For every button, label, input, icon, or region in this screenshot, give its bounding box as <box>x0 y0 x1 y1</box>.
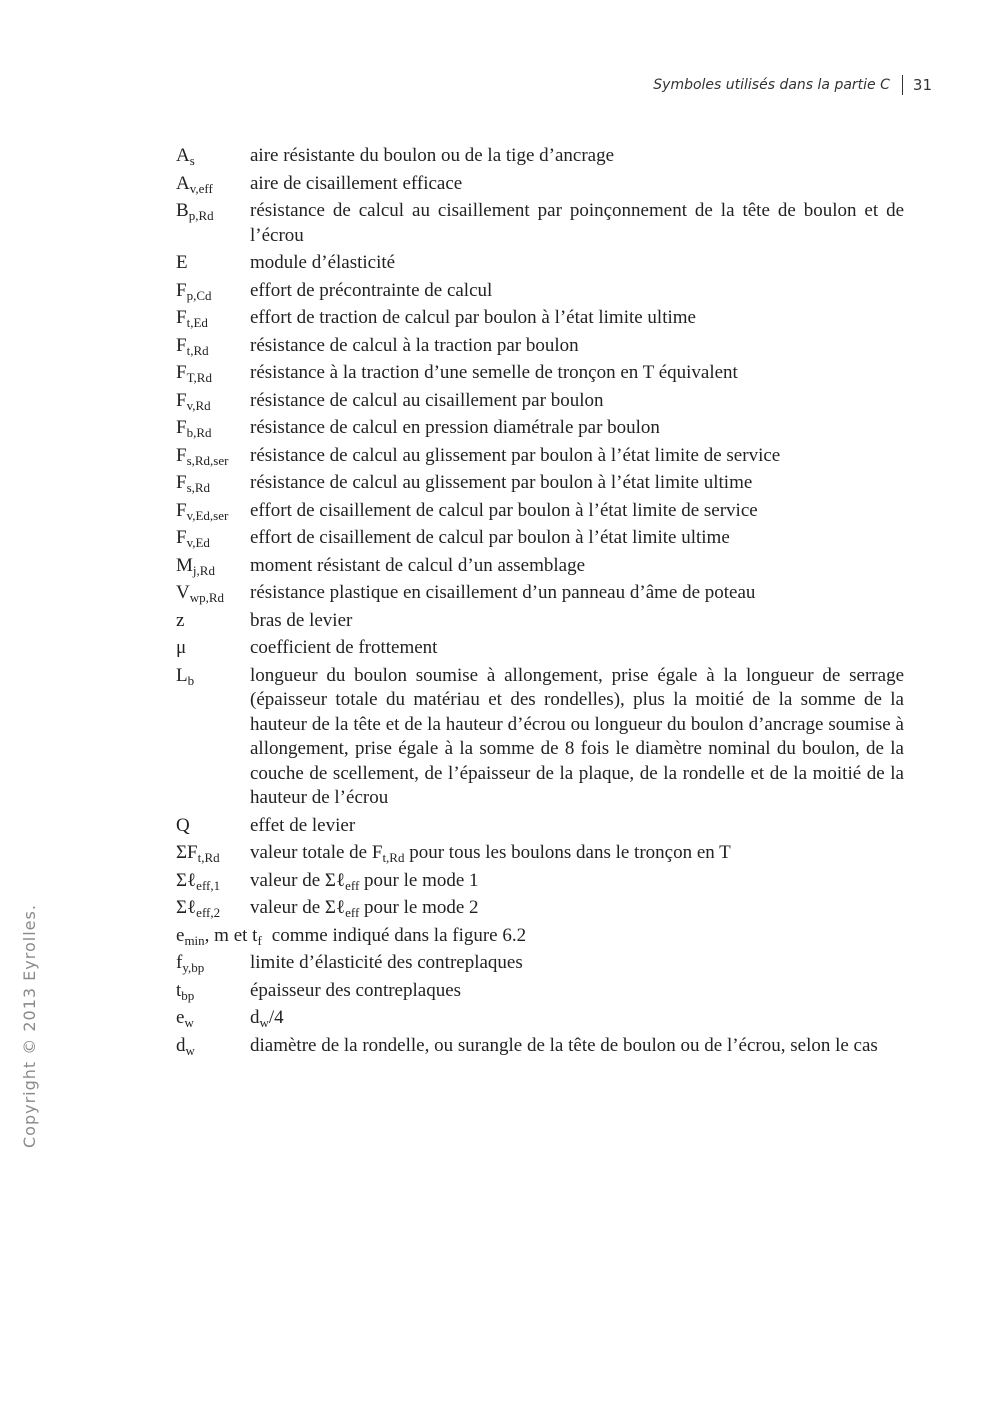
symbol: $F_{p,Cd}$ <box>176 279 212 303</box>
symbol-row <box>176 979 904 1007</box>
symbol-row <box>176 144 904 172</box>
symbol-row <box>176 251 904 279</box>
symbol-row <box>176 664 904 814</box>
symbol-description: effort de cisaillement de calcul par boulon à l’état limite de service <box>250 499 758 521</box>
symbol-description: valeur de Σℓ$_{eff}$ pour le mode 2 <box>250 897 479 920</box>
symbol-rows-main <box>176 144 904 841</box>
copyright-note: Copyright © 2013 Eyrolles. <box>20 904 39 1148</box>
symbol-description: comme indiqué dans la figure 6.2 <box>271 924 527 946</box>
symbol: Σℓ$_{eff,2}$ <box>176 897 221 920</box>
symbol-row <box>176 444 904 472</box>
running-header <box>653 74 932 96</box>
symbol-row <box>176 841 904 869</box>
section-title: Symboles utilisés dans la partie C <box>653 77 890 93</box>
symbol-list <box>176 144 904 1061</box>
symbol: Q <box>176 814 190 836</box>
symbol-row <box>176 471 904 499</box>
symbol-description: moment résistant de calcul d’un assemblage <box>250 554 586 576</box>
symbol-description: résistance de calcul au glissement par boulon à l’état limite de service <box>250 444 781 466</box>
symbol-description: résistance de calcul à la traction par boulon <box>250 334 579 356</box>
symbol-row <box>176 199 904 251</box>
symbol-row <box>176 1034 904 1062</box>
symbol-description: longueur du boulon soumise à allongement, prise égale à la longueur de serrage (épaisseur totale du matériau et des rondelles), plus la moitié de la somme de la hauteur de la tête et de la hauteur d’écrou ou longueur du boulon d’ancrage soumise à allongement, prise égale à la somme de 8 fois le diamètre nominal du boulon, de la couche de scellement, de l’épaisseur de la plaque, de la rondelle et de la moitié de la hauteur de l’écrou <box>250 664 904 808</box>
symbol-description: résistance de calcul en pression diamétrale par boulon <box>250 417 660 438</box>
page-number: 31 <box>912 76 932 94</box>
symbol-description: résistance plastique en cisaillement d’un panneau d’âme de poteau <box>250 582 756 603</box>
symbol-row <box>176 334 904 362</box>
symbol: $e_{min}$, m et $t_f$ <box>176 924 262 948</box>
symbol: $F_{b,Rd}$ <box>176 417 212 440</box>
symbol-row <box>176 1006 904 1034</box>
symbol-description: module d’élasticité <box>250 252 396 273</box>
symbol-row <box>176 924 904 952</box>
symbol: $F_{t,Ed}$ <box>176 307 208 330</box>
symbol-description: valeur totale de $F_{t,Rd}$ pour tous les boulons dans le tronçon en T <box>250 842 731 865</box>
symbol: Σℓ$_{eff,1}$ <box>176 869 221 893</box>
symbol: $F_{T,Rd}$ <box>176 362 212 385</box>
symbol: $f_{y,bp}$ <box>176 952 205 975</box>
symbol: $A_s$ <box>176 145 195 168</box>
symbol: $d_w$ <box>176 1034 195 1058</box>
symbol-description: diamètre de la rondelle, ou surangle de la tête de boulon ou de l’écrou, selon le cas <box>250 1034 878 1056</box>
symbol-row <box>176 172 904 200</box>
symbol-row <box>176 869 904 897</box>
symbol-description: résistance à la traction d’une semelle de tronçon en T équivalent <box>250 362 738 383</box>
symbol: $B_{p,Rd}$ <box>176 200 214 223</box>
symbol: $F_{v,Ed,ser}$ <box>176 499 229 523</box>
symbol-description: épaisseur des contreplaques <box>250 979 462 1001</box>
symbol-row <box>176 581 904 609</box>
symbol-description: $d_w/4$ <box>250 1007 284 1030</box>
symbol: $F_{v,Rd}$ <box>176 389 211 413</box>
symbol-description: effort de traction de calcul par boulon à l’état limite ultime <box>250 307 696 328</box>
symbol-row <box>176 361 904 389</box>
symbol-description: aire résistante du boulon ou de la tige d’ancrage <box>250 145 615 166</box>
symbol: $A_{v,eff}$ <box>176 172 213 196</box>
symbol: E <box>176 252 188 273</box>
symbol-row <box>176 279 904 307</box>
symbol: z <box>176 609 185 631</box>
symbol-row <box>176 526 904 554</box>
symbol-description: aire de cisaillement efficace <box>250 172 463 194</box>
symbol: $e_w$ <box>176 1007 194 1030</box>
symbol-description: effort de cisaillement de calcul par boulon à l’état limite ultime <box>250 527 730 548</box>
symbol: $F_{s,Rd,ser}$ <box>176 444 229 468</box>
symbol: $V_{wp,Rd}$ <box>176 582 225 605</box>
symbol: $F_{s,Rd}$ <box>176 472 211 495</box>
symbol-description: limite d’élasticité des contreplaques <box>250 952 523 973</box>
symbol-description: coefficient de frottement <box>250 637 438 658</box>
symbol-description: bras de levier <box>250 609 353 631</box>
symbol-row <box>176 609 904 637</box>
symbol-row <box>176 499 904 527</box>
symbol-row <box>176 554 904 582</box>
symbol: $F_{v,Ed}$ <box>176 527 210 550</box>
header-separator <box>902 75 903 95</box>
symbol: $M_{j,Rd}$ <box>176 554 215 578</box>
symbol-description: résistance de calcul au cisaillement par boulon <box>250 389 604 411</box>
symbol-rows-end <box>176 951 904 1006</box>
symbol: $L_b$ <box>176 664 195 688</box>
symbol-description: résistance de calcul au glissement par boulon à l’état limite ultime <box>250 472 753 493</box>
symbol-row <box>176 389 904 417</box>
symbol: $F_{t,Rd}$ <box>176 334 209 358</box>
symbol-row <box>176 306 904 334</box>
symbol-row <box>176 951 904 979</box>
symbol-row <box>176 416 904 444</box>
symbol-row <box>176 814 904 842</box>
symbol-description: valeur de Σℓ$_{eff}$ pour le mode 1 <box>250 869 479 893</box>
symbol: $\Sigma F_{t,Rd}$ <box>176 842 220 865</box>
symbol-description: résistance de calcul au cisaillement par poinçonnement de la tête de boulon et de l’écrou <box>250 200 904 246</box>
symbol-row <box>176 636 904 664</box>
symbol-row <box>176 896 904 924</box>
symbol-description: effet de levier <box>250 814 356 836</box>
symbol: $t_{bp}$ <box>176 979 195 1003</box>
symbol-description: effort de précontrainte de calcul <box>250 279 493 301</box>
symbol: μ <box>176 637 187 658</box>
